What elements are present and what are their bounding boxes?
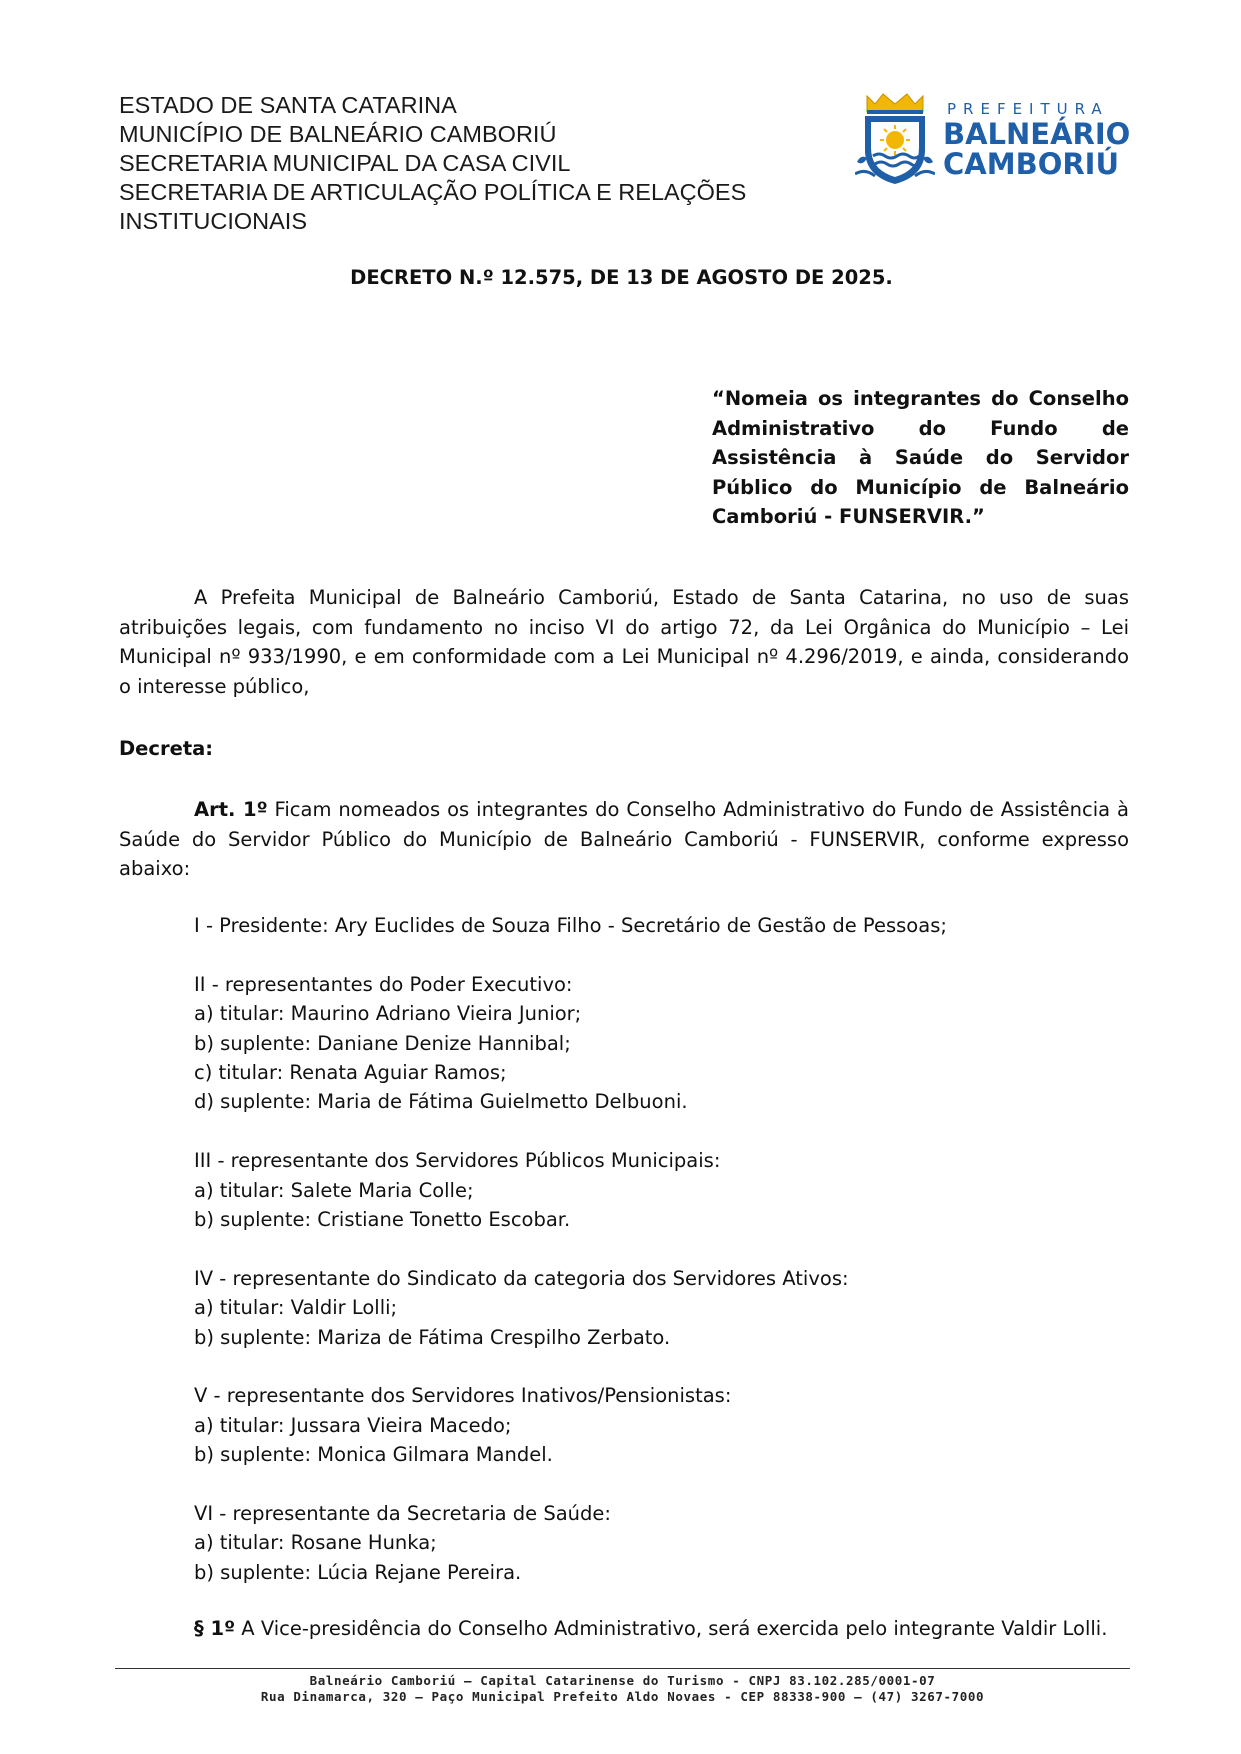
list-item: III - representante dos Servidores Públicos Municipais: [194,1149,721,1173]
prefeitura-logo [855,92,1131,192]
paragraph-1-label: § 1º [194,1617,236,1640]
list-item: a) titular: Salete Maria Colle; [194,1178,474,1202]
footer-line-2: Rua Dinamarca, 320 – Paço Municipal Prefeito Aldo Novaes - CEP 88338-900 – (47) 3267-7000 [260,1689,985,1704]
letterhead-line-municipality: MUNICÍPIO DE BALNEÁRIO CAMBORIÚ [119,121,557,147]
list-item: d) suplente: Maria de Fátima Guielmetto Delbuoni. [194,1090,688,1114]
footer-line-1: Balneário Camboriú – Capital Catarinense do Turismo - CNPJ 83.102.285/0001-07 [309,1673,936,1688]
letterhead-line-state: ESTADO DE SANTA CATARINA [119,92,457,118]
letterhead-line-department-cont: INSTITUCIONAIS [119,208,308,234]
letterhead-line-department: SECRETARIA DE ARTICULAÇÃO POLÍTICA E RELAÇÕES [119,179,747,205]
list-item: IV - representante do Sindicato da categoria dos Servidores Ativos: [194,1266,849,1290]
paragraph-1 [194,1614,1107,1644]
article-1-text: Ficam nomeados os integrantes do Conselho Administrativo do Fundo de Assistência à Saúde do Servidor Público do Município de Balneário Camboriú - FUNSERVIR, conforme expresso abaixo: [119,798,1129,880]
article-1-label: Art. 1º [194,798,268,821]
list-item: I - Presidente: Ary Euclides de Souza Filho - Secretário de Gestão de Pessoas; [194,914,947,937]
members-list [194,911,947,1617]
letterhead [119,91,746,236]
list-item: a) titular: Jussara Vieira Macedo; [194,1413,512,1437]
list-group [194,1499,947,1587]
list-item: b) suplente: Mariza de Fátima Crespilho Zerbato. [194,1325,671,1349]
decreta-heading: Decreta: [119,737,214,760]
list-group [194,1146,947,1234]
preamble-paragraph: A Prefeita Municipal de Balneário Camboriú, Estado de Santa Catarina, no uso de suas atribuições legais, com fundamento no inciso VI do artigo 72, da Lei Orgânica do Município – Lei Municipal nº 933/1990, e em conformidade com a Lei Municipal nº 4.296/2019, e ainda, considerando o interesse público, [119,586,1129,698]
list-item: b) suplente: Lúcia Rejane Pereira. [194,1560,522,1584]
list-group [194,1381,947,1469]
list-item: a) titular: Valdir Lolli; [194,1296,398,1320]
list-group [194,911,947,940]
list-item: II - representantes do Poder Executivo: [194,972,573,996]
page-footer [115,1673,1130,1705]
list-item: b) suplente: Daniane Denize Hannibal; [194,1031,571,1055]
list-item: VI - representante da Secretaria de Saúde: [194,1502,611,1526]
article-1 [119,795,1129,884]
list-item: b) suplente: Monica Gilmara Mandel. [194,1443,553,1467]
logo-line-prefeitura: PREFEITURA [947,100,1109,118]
list-item: c) titular: Renata Aguiar Ramos; [194,1061,507,1085]
list-group [194,1264,947,1352]
list-item: b) suplente: Cristiane Tonetto Escobar. [194,1208,571,1232]
logo-line-balneario: BALNEÁRIO [943,117,1131,151]
letterhead-line-secretariat: SECRETARIA MUNICIPAL DA CASA CIVIL [119,150,571,176]
list-item: a) titular: Maurino Adriano Vieira Junior; [194,1002,582,1026]
list-group [194,970,947,1117]
decree-summary: “Nomeia os integrantes do Conselho Administrativo do Fundo de Assistência à Saúde do Servidor Público do Município de Balneário Camboriú - FUNSERVIR.” [712,387,1129,528]
list-item: V - representante dos Servidores Inativos/Pensionistas: [194,1384,732,1408]
decree-title: DECRETO N.º 12.575, DE 13 DE AGOSTO DE 2025. [350,266,893,289]
list-item: a) titular: Rosane Hunka; [194,1531,437,1555]
logo-line-camboriu: CAMBORIÚ [943,147,1120,181]
coat-of-arms-icon [855,92,935,190]
footer-divider [115,1668,1130,1669]
paragraph-1-text: A Vice-presidência do Conselho Administrativo, será exercida pelo integrante Valdir Lolli. [235,1617,1108,1640]
